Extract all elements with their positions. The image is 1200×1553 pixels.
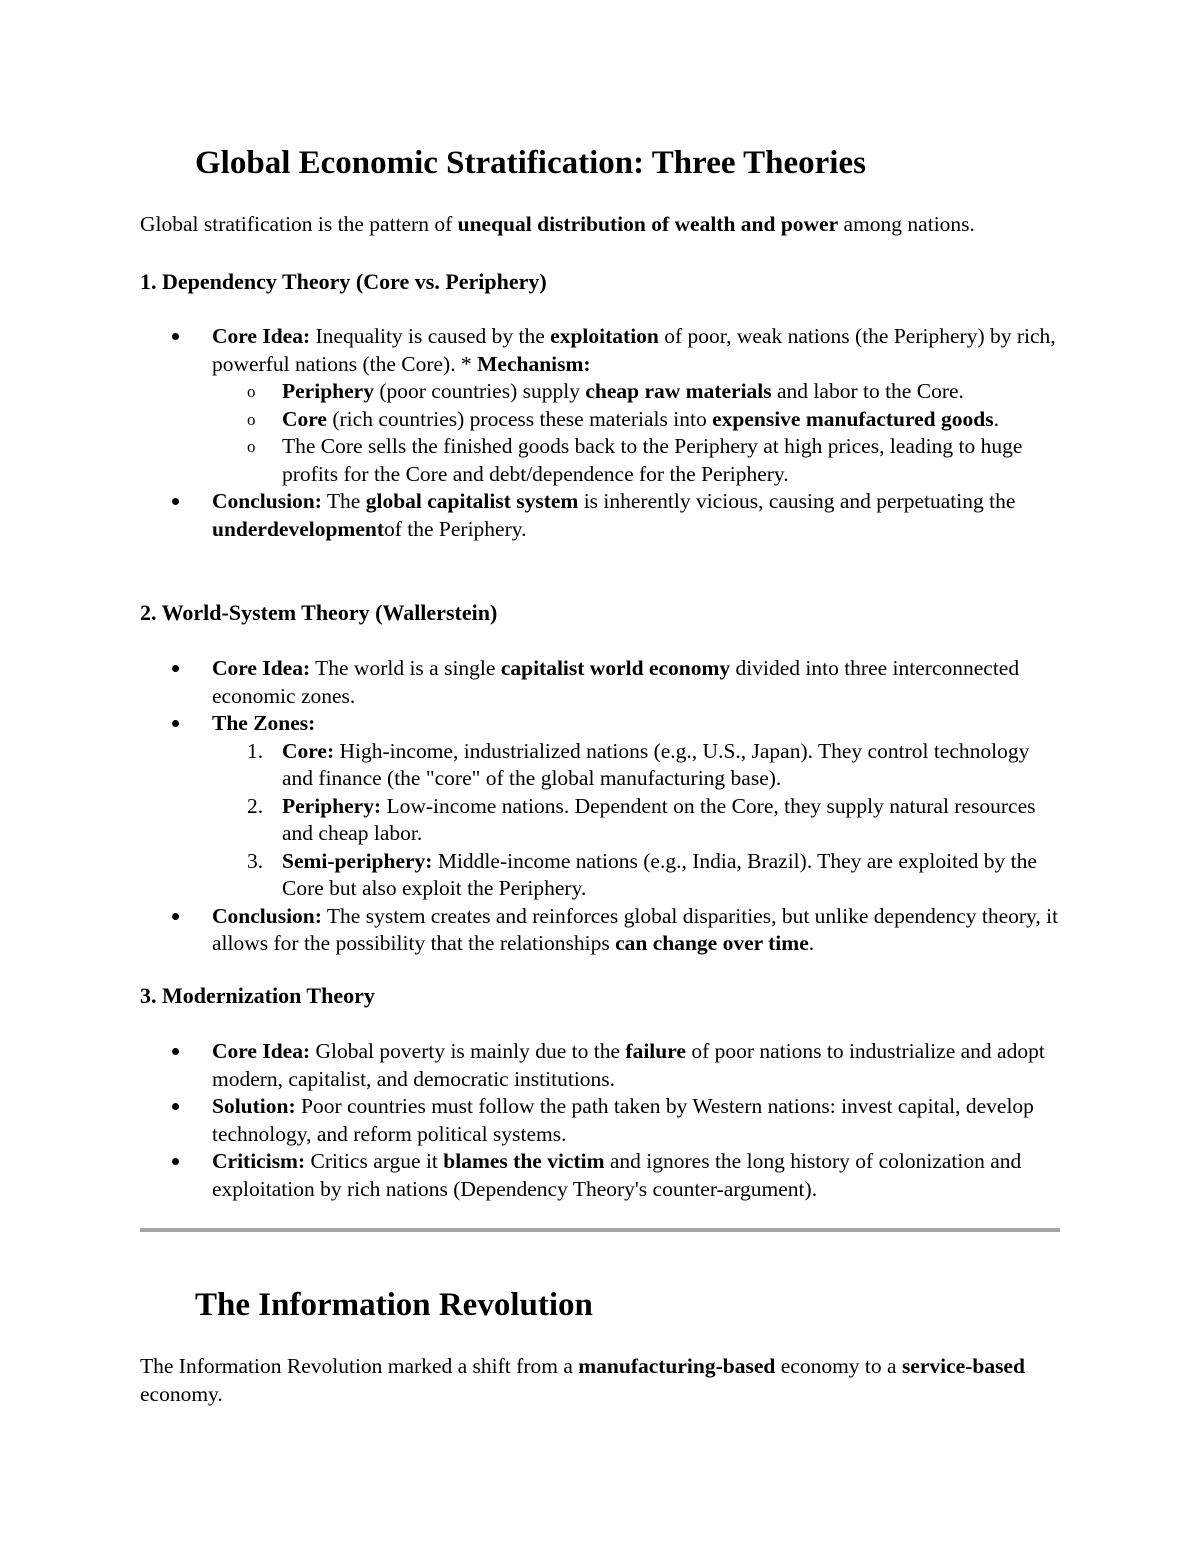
list-item <box>140 710 1060 738</box>
bullet-icon <box>172 1148 192 1176</box>
item-label: Solution: <box>212 1094 296 1118</box>
numbered-item <box>140 848 1060 903</box>
bullet-icon <box>172 903 192 931</box>
item-bold: expensive manufactured goods <box>712 406 994 431</box>
bullet-icon <box>172 323 192 351</box>
list-item <box>140 1093 1060 1148</box>
item-label: Criticism: <box>212 1149 306 1173</box>
item-bold: failure <box>625 1039 686 1063</box>
item-bold: Periphery <box>282 379 374 403</box>
para-bold: service-based <box>901 1354 1025 1378</box>
item-text: . <box>808 931 815 955</box>
list-item <box>140 1038 1060 1093</box>
item-text: of poor nations to industrialize and adopt modern, capitalist, and democratic institutions. <box>212 1039 1045 1091</box>
item-text: divided into three interconnected economic zones. <box>212 656 1020 708</box>
para-bold: manufacturing-based <box>578 1354 776 1378</box>
intro-bold: unequal distribution of wealth and power <box>457 212 839 236</box>
item-text: and ignores the long history of colonization and exploitation by rich nations (Dependency Theory's counter-argument). <box>212 1149 1022 1201</box>
item-bold: exploitation <box>550 324 659 348</box>
item-number: 1. <box>247 738 264 763</box>
sub-list-item <box>140 433 1060 488</box>
item-text: High-income, industrialized nations (e.g., U.S., Japan). They control technology and finance (the "core" of the global manufacturing base). <box>282 738 1030 790</box>
bullet-icon <box>172 710 192 738</box>
item-number: 2. <box>247 793 264 818</box>
item-text: of the Periphery. <box>384 516 527 541</box>
item-text: The <box>321 489 366 513</box>
list-item <box>140 488 1060 543</box>
modernization-heading: 3. Modernization Theory <box>140 983 375 1008</box>
sub-list-item <box>140 406 1060 434</box>
circle-bullet-icon: o <box>247 437 256 456</box>
item-bold: cheap raw materials <box>585 379 772 403</box>
item-label: Conclusion: <box>212 903 322 928</box>
item-label: Core Idea: <box>212 324 311 348</box>
item-bold: Core <box>282 406 327 431</box>
world-system-list <box>140 655 1060 958</box>
intro-text-end: among nations. <box>838 212 975 236</box>
intro-text: Global stratification is the pattern of <box>140 212 458 236</box>
world-system-heading: 2. World-System Theory (Wallerstein) <box>140 600 498 625</box>
item-label: Semi-periphery: <box>282 848 433 873</box>
item-label: Core: <box>282 738 335 763</box>
numbered-item <box>140 738 1060 793</box>
item-text: Inequality is caused by the <box>310 324 551 348</box>
document-title: Global Economic Stratification: Three Theories <box>195 145 866 181</box>
item-text: Poor countries must follow the path taken by Western nations: invest capital, develop technology, and reform political systems. <box>212 1094 1034 1146</box>
item-bold: global capitalist system <box>365 489 579 513</box>
horizontal-rule <box>140 1228 1060 1232</box>
bullet-icon <box>172 655 192 683</box>
item-bold: capitalist world economy <box>500 656 731 680</box>
section-title: The Information Revolution <box>195 1287 593 1323</box>
item-label: Periphery: <box>282 793 382 818</box>
item-text: Low-income nations. Dependent on the Core, they supply natural resources and cheap labor. <box>282 793 1036 845</box>
item-bold: blames the victim <box>443 1149 605 1173</box>
item-text: and labor to the Core. <box>771 379 964 403</box>
item-text: Middle-income nations (e.g., India, Brazil). They are exploited by the Core but also exploit the Periphery. <box>282 848 1037 900</box>
list-item <box>140 655 1060 710</box>
list-item <box>140 323 1060 378</box>
item-label: Core Idea: <box>212 1039 311 1063</box>
item-text: (poor countries) supply <box>373 379 586 403</box>
item-text: The world is a single <box>310 656 501 680</box>
list-item <box>140 903 1060 958</box>
item-text: The Core sells the finished goods back to the Periphery at high prices, leading to huge profits for the Core and debt/dependence for the Periphery. <box>282 434 1023 486</box>
item-text: Critics argue it <box>305 1149 444 1173</box>
item-bold: underdevelopment <box>212 516 384 541</box>
intro-paragraph <box>140 211 1060 239</box>
list-item <box>140 1148 1060 1203</box>
bullet-icon <box>172 1038 192 1066</box>
circle-bullet-icon: o <box>247 382 256 401</box>
bullet-icon <box>172 1093 192 1121</box>
para-text: economy to a <box>775 1354 902 1378</box>
circle-bullet-icon: o <box>247 409 256 429</box>
item-text: . <box>993 406 999 431</box>
item-text: is inherently vicious, causing and perpetuating the <box>578 489 1016 513</box>
item-text: The system creates and reinforces global disparities, but unlike dependency theory, it allows for the possibility that the relationships <box>212 903 1059 955</box>
para-text: The Information Revolution marked a shift from a <box>140 1354 579 1378</box>
item-text: Global poverty is mainly due to the <box>310 1039 626 1063</box>
item-label: Core Idea: <box>212 656 311 680</box>
item-bold: Mechanism: <box>477 351 591 376</box>
item-bold: can change over time <box>615 931 809 955</box>
item-label: Conclusion: <box>212 489 322 513</box>
dependency-heading: 1. Dependency Theory (Core vs. Periphery) <box>140 269 547 294</box>
item-label: The Zones: <box>212 711 316 735</box>
dependency-list <box>140 323 1060 543</box>
item-number: 3. <box>247 848 264 873</box>
item-text: (rich countries) process these materials into <box>326 406 713 431</box>
para-text: economy. <box>140 1381 223 1406</box>
numbered-item <box>140 793 1060 848</box>
info-revolution-paragraph <box>140 1353 1060 1408</box>
item-text: of poor, weak nations (the Periphery) by rich, powerful nations (the Core). * <box>212 324 1056 376</box>
sub-list-item <box>140 378 1060 406</box>
modernization-list <box>140 1038 1060 1203</box>
bullet-icon <box>172 488 192 516</box>
